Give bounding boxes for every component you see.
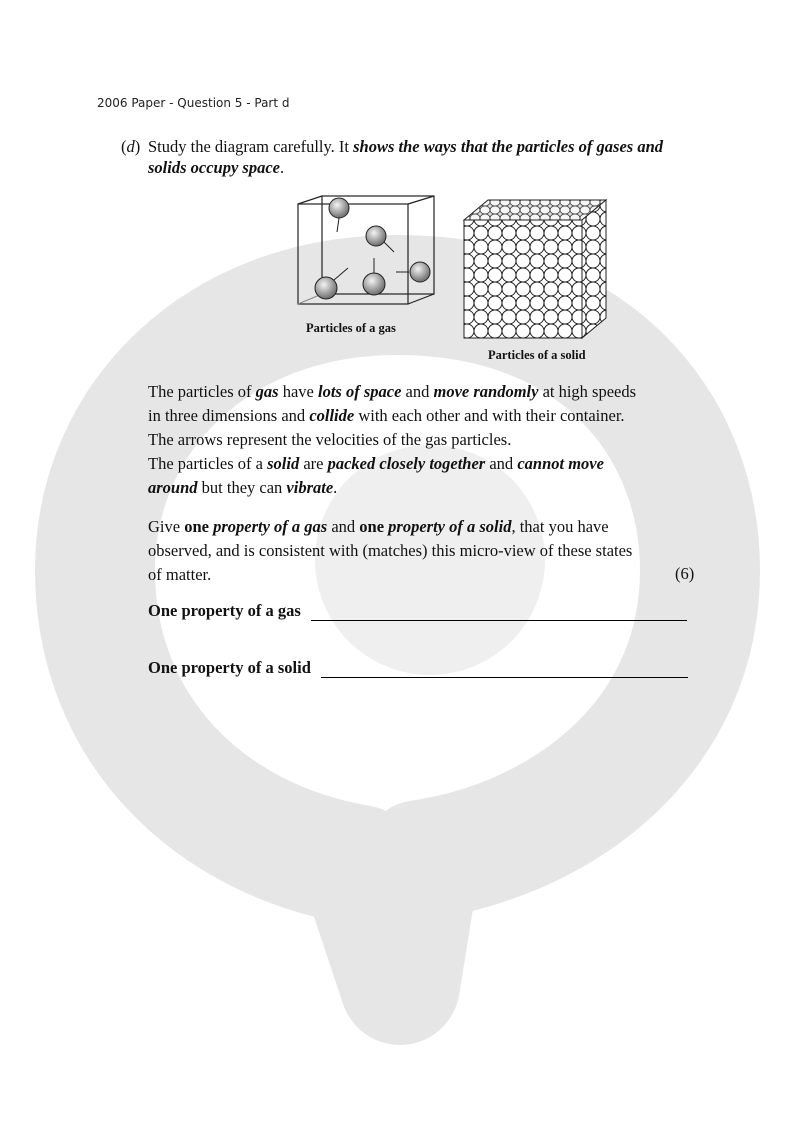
description-line-2: in three dimensions and collide with each other and with their container. [148,406,625,425]
task-line-1: Give one property of a gas and one property of a solid, that you have [148,517,609,536]
particle-diagram [292,194,612,369]
solid-cube-diagram [460,198,610,348]
gas-property-label: One property of a gas [148,601,301,620]
task-line-3: of matter. [148,565,212,584]
question-stem: (d) Study the diagram carefully. It shows the ways that the particles of gases and solids occupy space. [121,137,663,177]
description-line-3: The arrows represent the velocities of the gas particles. [148,430,512,449]
description-line-5: around but they can vibrate. [148,478,338,497]
gas-caption: Particles of a gas [306,321,396,335]
question-label: (d) [121,137,141,156]
gas-property-answer-line[interactable] [311,601,687,621]
description-line-1: The particles of gas have lots of space and move randomly at high speeds [148,382,637,401]
solid-property-label: One property of a solid [148,658,311,677]
solid-property-answer-line[interactable] [321,658,688,678]
task-line-2: observed, and is consistent with (matches) this micro-view of these states [148,541,633,560]
gas-box-diagram [292,194,442,324]
solid-caption: Particles of a solid [488,348,586,362]
marks-indicator: (6) [675,564,695,583]
description-line-4: The particles of a solid are packed closely together and cannot move [148,454,604,473]
page-header: 2006 Paper - Question 5 - Part d [97,96,290,110]
